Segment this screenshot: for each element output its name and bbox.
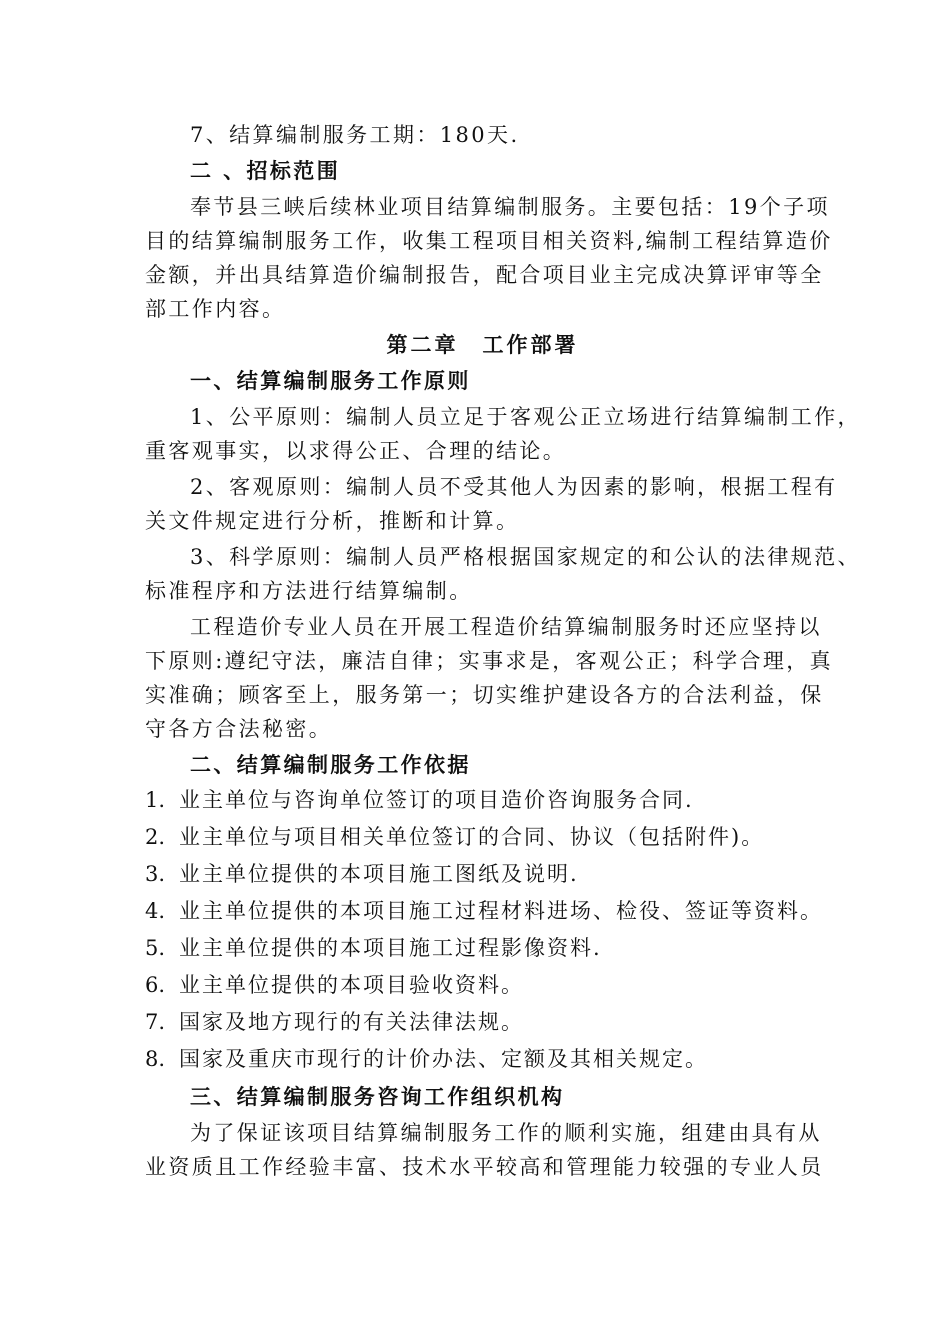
paragraph-line: 2、客观原则：编制人员不受其他人为因素的影响，根据工程有: [190, 475, 838, 499]
list-item: [145, 930, 820, 967]
paragraph-line: 奉节县三峡后续林业项目结算编制服务。主要包括：19个子项: [190, 195, 830, 219]
list-number: 1.: [145, 788, 166, 812]
service-period-line: 7、结算编制服务工期：180天.: [190, 123, 520, 147]
organization-paragraph: [145, 1116, 824, 1184]
list-number: 5.: [145, 936, 166, 960]
paragraph-line: 3、科学原则：编制人员严格根据国家规定的和公认的法律规范、: [190, 545, 861, 569]
list-item: [145, 819, 820, 856]
list-text: 国家及重庆市现行的计价办法、定额及其相关规定。: [179, 1047, 708, 1071]
section-heading-bidding-scope: 二 、招标范围: [190, 159, 341, 183]
list-item: [145, 856, 820, 893]
paragraph-line: 金额，并出具结算造价编制报告，配合项目业主完成决算评审等全: [145, 263, 824, 287]
paragraph-line: 部工作内容。: [145, 297, 286, 321]
list-text: 业主单位提供的本项目验收资料。: [179, 973, 524, 997]
bidding-scope-paragraph: [145, 190, 833, 326]
paragraph-line: 标准程序和方法进行结算编制。: [145, 579, 473, 603]
principle-science: [145, 540, 861, 608]
chapter-title: 第二章 工作部署: [386, 333, 579, 357]
list-number: 6.: [145, 973, 166, 997]
list-number: 7.: [145, 1010, 166, 1034]
paragraph-line: 目的结算编制服务工作，收集工程项目相关资料,编制工程结算造价: [145, 229, 833, 253]
professional-conduct-paragraph: [145, 610, 834, 746]
list-number: 4.: [145, 899, 166, 923]
list-text: 国家及地方现行的有关法律法规。: [179, 1010, 524, 1034]
principle-fairness: [145, 400, 861, 468]
paragraph-line: 为了保证该项目结算编制服务工作的顺利实施，组建由具有从: [190, 1121, 822, 1145]
basis-list: [145, 782, 823, 1078]
paragraph-line: 重客观事实，以求得公正、合理的结论。: [145, 439, 567, 463]
list-item: [145, 1004, 820, 1041]
paragraph-line: 守各方合法秘密。: [145, 717, 333, 741]
paragraph-line: 业资质且工作经验丰富、技术水平较高和管理能力较强的专业人员: [145, 1155, 824, 1179]
list-number: 3.: [145, 862, 166, 886]
section-heading-basis: 二、结算编制服务工作依据: [190, 753, 471, 777]
list-item: [145, 893, 823, 930]
section-heading-organization: 三、结算编制服务咨询工作组织机构: [190, 1085, 565, 1109]
paragraph-line: 工程造价专业人员在开展工程造价结算编制服务时还应坚持以: [190, 615, 822, 639]
paragraph-line: 下原则:遵纪守法，廉洁自律；实事求是，客观公正；科学合理，真: [145, 649, 834, 673]
principle-objectivity: [145, 470, 838, 538]
list-text: 业主单位与咨询单位签订的项目造价咨询服务合同.: [179, 788, 694, 812]
list-text: 业主单位提供的本项目施工过程材料进场、检役、签证等资料。: [179, 899, 823, 923]
list-number: 2.: [145, 825, 166, 849]
list-item: [145, 782, 820, 819]
paragraph-line: 关文件规定进行分析，推断和计算。: [145, 509, 520, 533]
list-text: 业主单位与项目相关单位签订的合同、协议（包括附件)。: [179, 825, 765, 849]
list-number: 8.: [145, 1047, 166, 1071]
list-item: [145, 1041, 820, 1078]
paragraph-line: 实准确；顾客至上，服务第一；切实维护建设各方的合法利益，保: [145, 683, 824, 707]
list-item: [145, 967, 820, 1004]
paragraph-line: 1、公平原则：编制人员立足于客观公正立场进行结算编制工作，: [190, 405, 861, 429]
list-text: 业主单位提供的本项目施工过程影像资料.: [179, 936, 602, 960]
list-text: 业主单位提供的本项目施工图纸及说明.: [179, 862, 579, 886]
section-heading-principles: 一、结算编制服务工作原则: [190, 369, 471, 393]
